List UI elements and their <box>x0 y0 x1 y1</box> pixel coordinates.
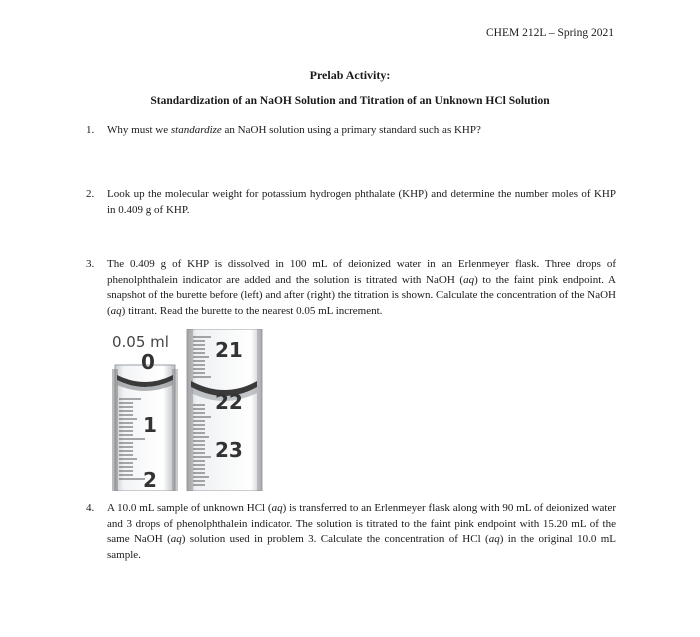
question-2 <box>86 187 616 218</box>
question-text: A 10.0 mL sample of unknown HCl (aq) is transferred to an Erlenmeyer flask along with 90 mL of deionized water and 3 drops of phenolphthalein indicator. The solution is titrated to the faint pink endpoint with 15.20 mL of the same NaOH (aq) solution used in problem 3. Calculate the concentration of HCl (aq) in the original 10.0 mL sample. <box>107 502 617 561</box>
question-number: 4. <box>86 502 95 514</box>
burette-before <box>109 329 181 491</box>
question-text: Why must we standardize an NaOH solution using a primary standard such as KHP? <box>107 124 481 136</box>
burette-mark: 1 <box>143 413 157 437</box>
burette-after <box>187 329 262 491</box>
question-text: The 0.409 g of KHP is dissolved in 100 mL of deionized water in an Erlenmeyer flask. Three drops of phenolphthalein indicator are added and the solution is titrated with NaOH (aq) to the faint pink endpoint. A snapshot of the burette before (left) and after (right) the titration is shown. Calculate the concentration of the NaOH (aq) titrant. Read the burette to the nearest 0.05 mL increment. <box>107 258 616 317</box>
burette-mark: 21 <box>215 338 243 362</box>
page-subtitle: Standardization of an NaOH Solution and Titration of an Unknown HCl Solution <box>150 95 550 107</box>
page-title: Prelab Activity: <box>309 68 391 82</box>
question-1 <box>86 123 616 139</box>
burette-mark: 22 <box>215 390 243 414</box>
burette-unit-label: 0.05 ml <box>112 333 169 351</box>
question-number: 1. <box>86 124 95 136</box>
question-4 <box>86 501 616 563</box>
burette-mark: 23 <box>215 438 243 462</box>
question-3 <box>86 257 616 319</box>
course-header: CHEM 212L – Spring 2021 <box>486 27 614 39</box>
question-number: 2. <box>86 188 95 200</box>
burette-mark: 0 <box>141 350 155 374</box>
question-text: Look up the molecular weight for potassium hydrogen phthalate (KHP) and determine the number moles of KHP in 0.409 g of KHP. <box>107 188 616 216</box>
burette-mark: 2 <box>143 468 157 491</box>
question-number: 3. <box>86 258 95 270</box>
burette-photo <box>107 329 264 491</box>
